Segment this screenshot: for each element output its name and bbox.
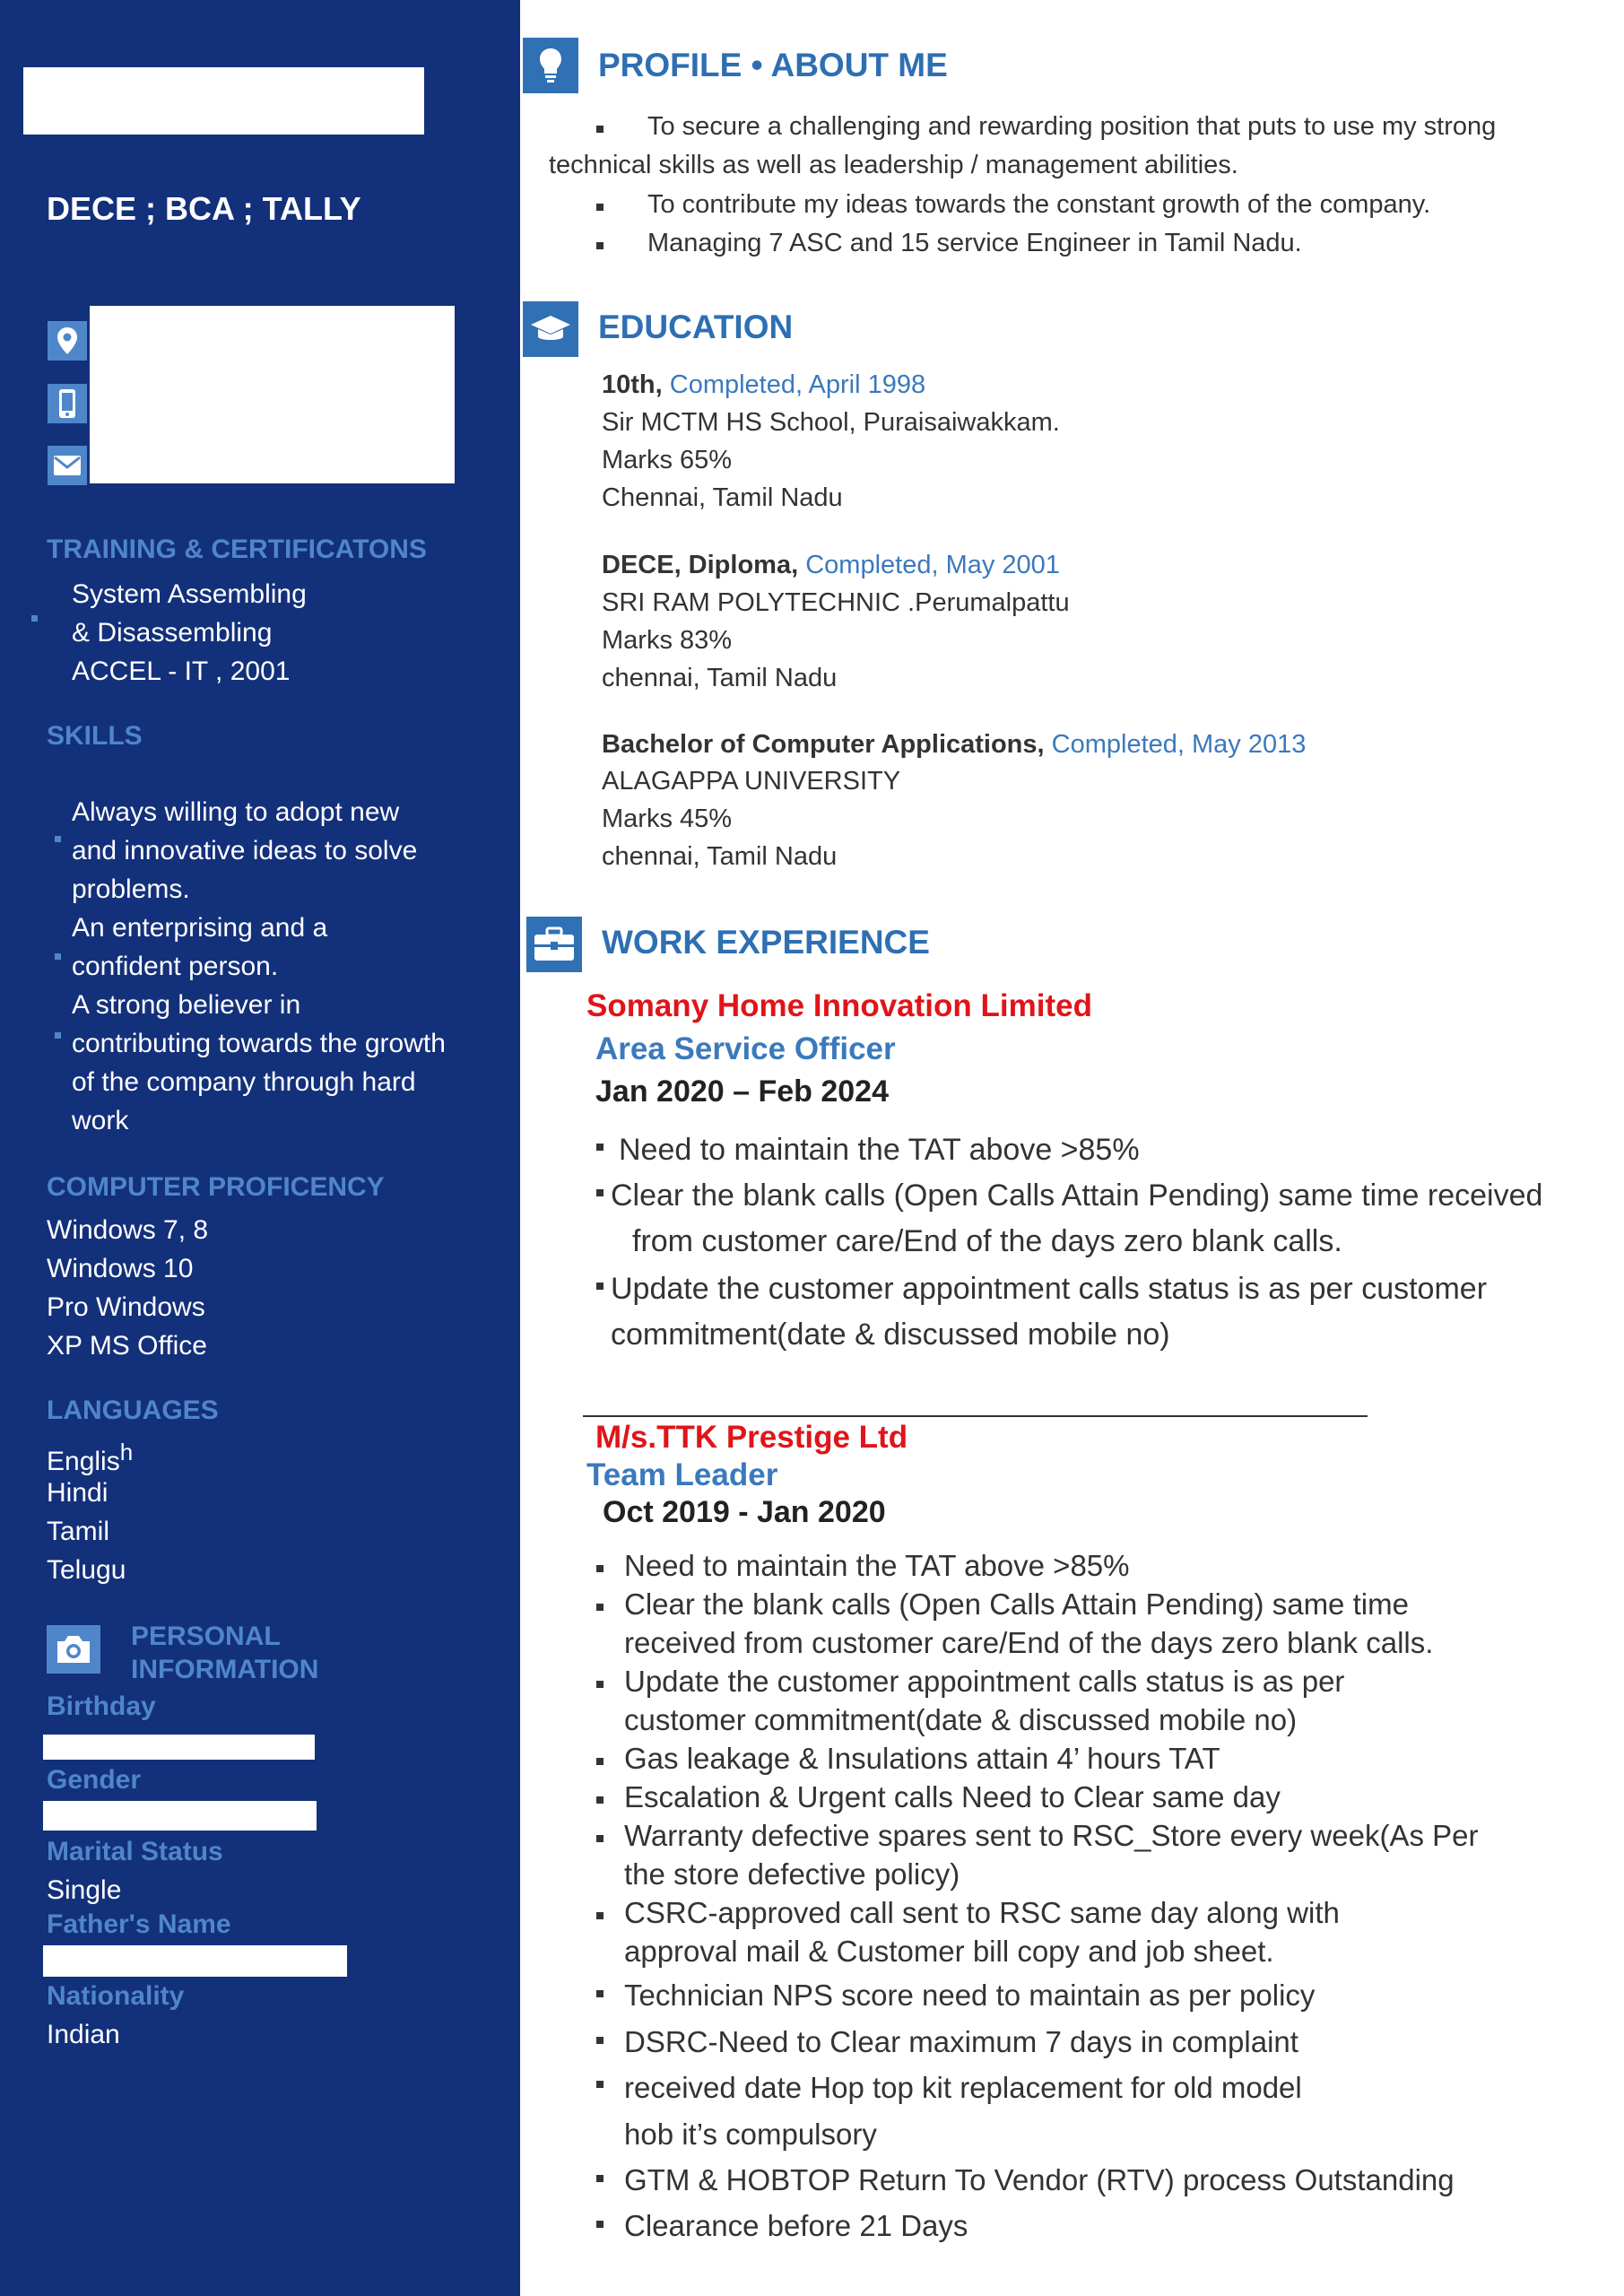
company-name: Somany Home Innovation Limited	[586, 988, 1092, 1023]
school: Sir MCTM HS School, Puraisaiwakkam.	[602, 408, 1060, 437]
status: Completed, May 2013	[1051, 730, 1307, 759]
marks: Marks 45%	[602, 804, 733, 833]
bullet	[596, 1283, 604, 1290]
birthday-redaction	[43, 1735, 315, 1760]
job-bullet: Warranty defective spares sent to RSC_Store every week(As Per	[624, 1819, 1479, 1852]
degree: 10th,	[602, 370, 663, 399]
job-bullet: customer commitment(date & discussed mobile no)	[624, 1703, 1298, 1736]
job-bullet: Clear the blank calls (Open Calls Attain Pending) same time received	[611, 1178, 1543, 1213]
skills-line: confident person.	[72, 952, 279, 981]
training-bullet	[31, 615, 38, 622]
skills-bullet	[55, 953, 61, 960]
job-bullet: DSRC-Need to Clear maximum 7 days in complaint	[624, 2025, 1298, 2058]
briefcase-icon	[526, 917, 582, 972]
skills-line: problems.	[72, 874, 190, 904]
father-redaction	[43, 1945, 347, 1977]
job-bullet: Update the customer appointment calls status is as per customer	[611, 1272, 1488, 1306]
bullet	[596, 204, 604, 211]
skills-bullet	[55, 1032, 61, 1039]
degree: DECE, Diploma,	[602, 551, 799, 579]
marital-label: Marital Status	[47, 1837, 223, 1866]
personal-heading-2: INFORMATION	[131, 1655, 319, 1684]
training-line: ACCEL - IT , 2001	[72, 657, 291, 686]
status: Completed, April 1998	[669, 370, 926, 399]
qualification-title: DECE ; BCA ; TALLY	[47, 190, 361, 227]
profile-line: Managing 7 ASC and 15 service Engineer in Tamil Nadu.	[647, 229, 1302, 257]
skills-line: of the company through hard	[72, 1067, 416, 1097]
place: chennai, Tamil Nadu	[602, 664, 838, 692]
bullet	[596, 1144, 604, 1151]
skills-line: Always willing to adopt new	[72, 797, 400, 827]
profile-line: To secure a challenging and rewarding position that puts to use my strong	[647, 112, 1497, 141]
job-bullet: Need to maintain the TAT above >85%	[619, 1133, 1140, 1167]
profile-line: To contribute my ideas towards the constant growth of the company.	[647, 190, 1431, 219]
job-dates: Jan 2020 – Feb 2024	[595, 1074, 890, 1109]
marital-value: Single	[47, 1875, 122, 1905]
bullet	[596, 1990, 604, 1997]
job-bullet: approval mail & Customer bill copy and job sheet.	[624, 1935, 1274, 1968]
skills-heading: SKILLS	[47, 721, 143, 751]
contact-redaction	[90, 306, 455, 483]
job-bullet: Clearance before 21 Days	[624, 2209, 968, 2242]
school: SRI RAM POLYTECHNIC .Perumalpattu	[602, 588, 1070, 617]
job-bullet: Escalation & Urgent calls Need to Clear same day	[624, 1780, 1281, 1813]
job-bullet: CSRC-approved call sent to RSC same day along with	[624, 1896, 1340, 1929]
skills-bullet	[55, 836, 61, 842]
work-title: WORK EXPERIENCE	[602, 924, 930, 961]
language-english-part: Englis	[47, 1447, 120, 1476]
job-role: Team Leader	[586, 1457, 778, 1492]
computer-line: XP MS Office	[47, 1331, 207, 1361]
job-bullet: commitment(date & discussed mobile no)	[611, 1318, 1170, 1352]
marks: Marks 83%	[602, 626, 733, 655]
skills-line: A strong believer in	[72, 990, 301, 1020]
lightbulb-icon	[523, 38, 578, 93]
gender-redaction	[43, 1801, 317, 1831]
job-bullet: GTM & HOBTOP Return To Vendor (RTV) process Outstanding	[624, 2163, 1455, 2196]
bullet	[596, 1758, 604, 1765]
languages-heading: LANGUAGES	[47, 1396, 219, 1425]
job-bullet: Clear the blank calls (Open Calls Attain Pending) same time	[624, 1587, 1409, 1621]
skills-line: An enterprising and a	[72, 913, 328, 943]
profile-line: technical skills as well as leadership / management abilities.	[549, 151, 1238, 179]
job-bullet: Update the customer appointment calls status is as per	[624, 1665, 1345, 1698]
training-heading: TRAINING & CERTIFICATONS	[47, 535, 427, 564]
camera-icon	[47, 1625, 100, 1674]
language-line: Tamil	[47, 1517, 110, 1546]
school: ALAGAPPA UNIVERSITY	[602, 767, 901, 796]
job-bullet: from customer care/End of the days zero blank calls.	[632, 1224, 1342, 1258]
language-line: Hindi	[47, 1478, 109, 1508]
skills-line: contributing towards the growth	[72, 1029, 446, 1058]
gender-label: Gender	[47, 1765, 142, 1795]
place: Chennai, Tamil Nadu	[602, 483, 843, 512]
skills-line: and innovative ideas to solve	[72, 836, 418, 865]
job-bullet: received from customer care/End of the days zero blank calls.	[624, 1626, 1434, 1659]
place: chennai, Tamil Nadu	[602, 842, 838, 871]
location-icon	[48, 321, 87, 361]
email-icon	[48, 446, 87, 485]
sidebar	[0, 0, 520, 2296]
education-entry-2	[602, 546, 1060, 585]
bullet	[596, 1189, 604, 1196]
profile-title: PROFILE • ABOUT ME	[598, 47, 948, 83]
company-name: M/s.TTK Prestige Ltd	[595, 1420, 908, 1455]
birthday-label: Birthday	[47, 1692, 156, 1721]
job-bullet: received date Hop top kit replacement for old model	[624, 2071, 1302, 2104]
bullet	[596, 1681, 604, 1688]
job-bullet: Need to maintain the TAT above >85%	[624, 1549, 1130, 1582]
computer-line: Windows 10	[47, 1254, 194, 1283]
computer-line: Windows 7, 8	[47, 1215, 209, 1245]
job-bullet: hob it’s compulsory	[624, 2118, 877, 2151]
job-dates: Oct 2019 - Jan 2020	[603, 1495, 886, 1529]
language-english-sup: h	[119, 1439, 134, 1465]
status: Completed, May 2001	[805, 551, 1060, 579]
bullet	[596, 2221, 604, 2228]
bullet	[596, 1604, 604, 1611]
job-bullet: Technician NPS score need to maintain as per policy	[624, 1979, 1316, 2012]
language-line: Telugu	[47, 1555, 126, 1585]
bullet	[596, 1835, 604, 1842]
bullet	[596, 242, 604, 249]
education-title: EDUCATION	[598, 309, 794, 345]
bullet	[596, 1912, 604, 1919]
graduation-cap-icon	[523, 301, 578, 357]
bullet	[596, 2175, 604, 2182]
degree: Bachelor of Computer Applications,	[602, 730, 1045, 759]
nationality-value: Indian	[47, 2020, 120, 2049]
nationality-label: Nationality	[47, 1981, 185, 2011]
divider	[583, 1415, 1368, 1417]
phone-icon	[48, 384, 87, 423]
training-line: & Disassembling	[72, 618, 273, 648]
job-bullet: Gas leakage & Insulations attain 4’ hours TAT	[624, 1742, 1220, 1775]
education-entry-3	[602, 726, 1306, 764]
training-line: System Assembling	[72, 579, 307, 609]
marks: Marks 65%	[602, 446, 733, 474]
bullet	[596, 1565, 604, 1572]
bullet	[596, 126, 604, 133]
personal-heading-1: PERSONAL	[131, 1622, 281, 1651]
bullet	[596, 2081, 604, 2088]
bullet	[596, 1796, 604, 1804]
education-entry-1	[602, 366, 925, 404]
computer-heading: COMPUTER PROFICENCY	[47, 1172, 385, 1202]
job-bullet: the store defective policy)	[624, 1857, 960, 1891]
skills-line: work	[72, 1106, 129, 1135]
bullet	[596, 2037, 604, 2044]
computer-line: Pro Windows	[47, 1292, 205, 1322]
job-role: Area Service Officer	[595, 1031, 896, 1066]
name-redaction	[23, 67, 424, 135]
father-label: Father's Name	[47, 1909, 231, 1939]
